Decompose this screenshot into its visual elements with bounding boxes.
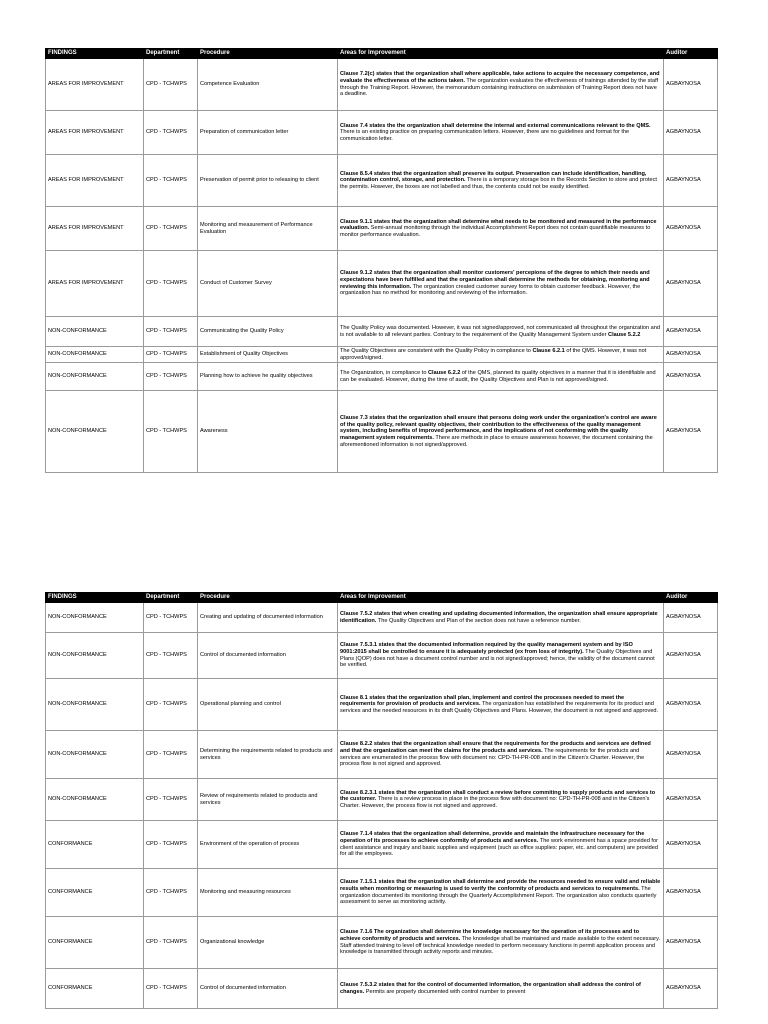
- clause-text: Clause 7.3 states that the organization shall ensure that persons doing work under the organization's control are aware of the quality policy, relevant quality objectives, their contribution to the effectiveness of the quality management system, including benefits of improved performance, and the implications of not conforming with the quality management system requirements.: [340, 415, 657, 441]
- procedure-cell: Operational planning and control: [198, 679, 338, 731]
- department-cell: CPD - TCHWPS: [144, 731, 198, 779]
- finding-text: The Quality Objectives and Plans (QOP) does not have a document control number and is not signed/approved; hence, the validity of the document cannot be verified.: [340, 648, 655, 669]
- area-cell: [338, 869, 664, 917]
- procedure-cell: Monitoring and measuring resources: [198, 869, 338, 917]
- auditor-cell: AGBAYNOSA: [664, 363, 718, 391]
- clause-text: Clause 7.1.4 states that the organization shall determine, provide and maintain the infrastructure necessary for the operation of its processes to achieve conformity of products and services.: [340, 831, 645, 844]
- table-row: [46, 317, 718, 347]
- clause-text: Clause 8.2.3.1 states that the organization shall conduct a review before commiting to supply products and services to the customer.: [340, 789, 656, 803]
- auditor-cell: AGBAYNOSA: [664, 111, 718, 155]
- header-procedure: Procedure: [198, 593, 338, 603]
- finding-cell: NON-CONFORMANCE: [46, 603, 144, 633]
- auditor-cell: AGBAYNOSA: [664, 155, 718, 207]
- procedure-cell: Communicating the Quality Policy: [198, 317, 338, 347]
- auditor-cell: AGBAYNOSA: [664, 633, 718, 679]
- area-cell: [338, 821, 664, 869]
- finding-text: The work environment has a space provided for client assistance and inquiry and basic supplies and equipment (such as office supplies: paper, etc. and computers) are provided for all the employees.: [340, 837, 658, 858]
- table-row: [46, 779, 718, 821]
- finding-cell: CONFORMANCE: [46, 869, 144, 917]
- header-findings: FINDINGS: [46, 49, 144, 59]
- procedure-cell: Preparation of communication letter: [198, 111, 338, 155]
- finding-text: The organization has established the requirements for its product and services and the needed resources in its draft Quality Objectives and Plans. However, the document is not signed and approved.: [340, 701, 659, 714]
- finding-cell: NON-CONFORMANCE: [46, 363, 144, 391]
- area-cell: [338, 731, 664, 779]
- header-areas: Areas for Improvement: [338, 593, 664, 603]
- clause-text: Clause 8.2.2 states that the organization shall ensure that the requirements for the products and services are defined and that the organization can meet the claims for the products and services.: [340, 741, 651, 754]
- clause-text: Clause 7.5.3.2 states that for the control of documented information, the organization shall address the control of changes.: [340, 981, 641, 995]
- procedure-cell: Monitoring and measurement of Performance Evaluation: [198, 207, 338, 251]
- header-department: Department: [144, 49, 198, 59]
- procedure-cell: Planning how to achieve he quality objectives: [198, 363, 338, 391]
- finding-text: The Quality Objectives and Plan of the section does not have a reference number.: [376, 617, 581, 624]
- department-cell: CPD - TCHWPS: [144, 207, 198, 251]
- finding-cell: NON-CONFORMANCE: [46, 347, 144, 363]
- table-row: [46, 347, 718, 363]
- department-cell: CPD - TCHWPS: [144, 59, 198, 111]
- procedure-cell: Control of documented information: [198, 969, 338, 1009]
- table-row: [46, 917, 718, 969]
- area-cell: [338, 59, 664, 111]
- finding-text: of the QMS, planned its quality objectives in a manner that it is identifiable and can be evaluated. However, during the time of audit, the Quality Objectives and Plan is not approved/signed.: [340, 370, 656, 383]
- table-row: [46, 969, 718, 1009]
- procedure-cell: Establishment of Quality Objectives: [198, 347, 338, 363]
- table-row: [46, 821, 718, 869]
- finding-text: Semi-annual monitoring through the individual Accomplishment Report does not contain quantifiable measures to monitor performance evaluation.: [340, 225, 651, 238]
- procedure-cell: Control of documented information: [198, 633, 338, 679]
- table-row: [46, 679, 718, 731]
- clause-text: Clause 7.1.6 The organization shall determine the knowledge necessary for the operation of its processes and to achieve conformity of products and services.: [340, 929, 640, 942]
- clause-text: Clause 6.2.1: [532, 348, 565, 354]
- table-row: [46, 731, 718, 779]
- procedure-cell: Creating and updating of documented information: [198, 603, 338, 633]
- area-cell: [338, 207, 664, 251]
- clause-text: Clause 9.1.1 states that the organization shall determine what needs to be monitored and measured in the performance evaluation.: [340, 218, 657, 232]
- findings-table-2: [45, 592, 718, 1009]
- clause-text: Clause 7.4 states the the organization shall determine the internal and external communications relevant to the QMS.: [340, 122, 651, 129]
- finding-text: Permits are properly documented with control number to prevent: [364, 988, 526, 995]
- finding-cell: CONFORMANCE: [46, 821, 144, 869]
- finding-text: The organization documented its monitoring through the Quarterly Accomplishment Report. The organization also conducts quarterly assessment to serve as monitoring activity.: [340, 885, 657, 906]
- procedure-cell: Determining the requirements related to products and services: [198, 731, 338, 779]
- table-header-row: [46, 593, 718, 603]
- procedure-cell: Conduct of Customer Survey: [198, 251, 338, 317]
- finding-text: There is a temporary storage box in the Records Section to store and protect the permits. However, the boxes are not labelled and thus, the contents could not be easily identified.: [340, 177, 657, 190]
- finding-text: The requirements for the products and services are enumerated in the process flow with document no: CPD-TH-PR-008 and in the Citizen's Charter. However, the process flow is not signed and approved.: [340, 747, 645, 768]
- finding-cell: AREAS FOR IMPROVEMENT: [46, 207, 144, 251]
- clause-text: Clause 7.2(c) states that the organization shall where applicable, take actions to acquire the necessary competence, and evaluate the effectiveness of the actions taken.: [340, 71, 660, 84]
- department-cell: CPD - TCHWPS: [144, 779, 198, 821]
- finding-cell: NON-CONFORMANCE: [46, 317, 144, 347]
- procedure-cell: Environment of the operation of process: [198, 821, 338, 869]
- procedure-cell: Awareness: [198, 391, 338, 473]
- auditor-cell: AGBAYNOSA: [664, 391, 718, 473]
- area-cell: [338, 633, 664, 679]
- findings-table-1: [45, 48, 718, 473]
- clause-text: Clause 7.1.5.1 states that the organization shall determine and provide the resources needed to ensure valid and reliable results when monitoring or measuring is used to verify the conformity of products and services to requirements.: [340, 879, 661, 892]
- auditor-cell: AGBAYNOSA: [664, 207, 718, 251]
- auditor-cell: AGBAYNOSA: [664, 869, 718, 917]
- header-procedure: Procedure: [198, 49, 338, 59]
- auditor-cell: AGBAYNOSA: [664, 731, 718, 779]
- department-cell: CPD - TCHWPS: [144, 679, 198, 731]
- area-cell: [338, 679, 664, 731]
- header-auditor: Auditor: [664, 49, 718, 59]
- department-cell: CPD - TCHWPS: [144, 917, 198, 969]
- auditor-cell: AGBAYNOSA: [664, 347, 718, 363]
- department-cell: CPD - TCHWPS: [144, 633, 198, 679]
- procedure-cell: Review of requirements related to products and services: [198, 779, 338, 821]
- finding-cell: AREAS FOR IMPROVEMENT: [46, 251, 144, 317]
- header-department: Department: [144, 593, 198, 603]
- auditor-cell: AGBAYNOSA: [664, 779, 718, 821]
- department-cell: CPD - TCHWPS: [144, 317, 198, 347]
- table-row: [46, 251, 718, 317]
- finding-cell: NON-CONFORMANCE: [46, 391, 144, 473]
- area-cell: [338, 969, 664, 1009]
- finding-text: There is a review process in place in the process flow with document no: CPD-TH-PR-008 and in the Citizen's Charter. However, the process flow is not signed and approved.: [340, 796, 650, 809]
- finding-text: The organization evaluates the effectiveness of trainings attended by the staff through the Training Report. However, the memorandum containing instructions on submission of Training Report does not have a deadline.: [340, 77, 659, 98]
- area-cell: [338, 603, 664, 633]
- auditor-cell: AGBAYNOSA: [664, 603, 718, 633]
- finding-text: The Quality Objectives are consistent with the Quality Policy in compliance to: [340, 348, 533, 354]
- auditor-cell: AGBAYNOSA: [664, 917, 718, 969]
- department-cell: CPD - TCHWPS: [144, 391, 198, 473]
- table-row: [46, 869, 718, 917]
- department-cell: CPD - TCHWPS: [144, 821, 198, 869]
- table-row: [46, 59, 718, 111]
- clause-text: Clause 8.5.4 states that the organization shall preserve its output. Preservation can include identification, handling, contamination control, storage, and protection.: [340, 170, 647, 184]
- clause-text: Clause 9.1.2 states that the organization shall monitor customers' percepions of the degree to which their needs and expectations have been fulfilled and that the organization shall determine the methods for obtaining, monitoring and reviewing this information.: [340, 270, 650, 290]
- table-row: [46, 111, 718, 155]
- department-cell: CPD - TCHWPS: [144, 155, 198, 207]
- area-cell: [338, 347, 664, 363]
- clause-text: Clause 7.5.2 states that when creating and updating documented information, the organization shall ensure appropriate identification.: [340, 610, 658, 624]
- finding-text: The Organization, in compliance to: [340, 370, 428, 377]
- area-cell: [338, 917, 664, 969]
- finding-text: The organization created customer survey forms to obtain customer feedback. However, the organization has no method for monitoring and reviewing of the information.: [340, 283, 641, 297]
- clause-text: Clause 5.2.2: [608, 331, 641, 338]
- finding-text: of the QMS. However, it was not approved/signed.: [340, 348, 647, 361]
- clause-text: Clause 8.1 states that the organization shall plan, implement and control the processes needed to meet the requirements for provision of products and services.: [340, 694, 625, 708]
- table-row: [46, 155, 718, 207]
- clause-text: Clause 6.2.2: [428, 370, 461, 377]
- department-cell: CPD - TCHWPS: [144, 363, 198, 391]
- header-auditor: Auditor: [664, 593, 718, 603]
- finding-cell: NON-CONFORMANCE: [46, 633, 144, 679]
- finding-cell: CONFORMANCE: [46, 917, 144, 969]
- clause-text: Clause 7.5.3.1 states that the documented information required by the quality management system and by ISO 9001:2015 shall be controlled to ensure it is adequately protected (ex from loss of integrity).: [340, 642, 633, 655]
- table-row: [46, 363, 718, 391]
- area-cell: [338, 251, 664, 317]
- procedure-cell: Preservation of permit prior to releasing to client: [198, 155, 338, 207]
- area-cell: [338, 779, 664, 821]
- table-row: [46, 603, 718, 633]
- auditor-cell: AGBAYNOSA: [664, 969, 718, 1009]
- finding-text: There is an existing practice on preparing communication letters. However, there are no guidelines and format for the communication letter.: [340, 129, 630, 142]
- department-cell: CPD - TCHWPS: [144, 251, 198, 317]
- finding-cell: AREAS FOR IMPROVEMENT: [46, 155, 144, 207]
- department-cell: CPD - TCHWPS: [144, 603, 198, 633]
- header-findings: FINDINGS: [46, 593, 144, 603]
- table-row: [46, 207, 718, 251]
- auditor-cell: AGBAYNOSA: [664, 821, 718, 869]
- auditor-cell: AGBAYNOSA: [664, 679, 718, 731]
- finding-text: The Quality Policy was documented. However, it was not signed/approved, not communicated all throughout the organization and is not available to all relevant parties. Contrary to the requirement of the Quality Management System under: [340, 324, 660, 338]
- department-cell: CPD - TCHWPS: [144, 111, 198, 155]
- finding-text: There are methods in place to ensure awareness however, the document containing the aforementioned information is not signed/approved.: [340, 434, 653, 448]
- finding-cell: AREAS FOR IMPROVEMENT: [46, 59, 144, 111]
- area-cell: [338, 155, 664, 207]
- header-areas: Areas for Improvement: [338, 49, 664, 59]
- finding-cell: AREAS FOR IMPROVEMENT: [46, 111, 144, 155]
- finding-cell: NON-CONFORMANCE: [46, 779, 144, 821]
- table-row: [46, 391, 718, 473]
- department-cell: CPD - TCHWPS: [144, 869, 198, 917]
- department-cell: CPD - TCHWPS: [144, 347, 198, 363]
- table-header-row: [46, 49, 718, 59]
- procedure-cell: Organizational knowledge: [198, 917, 338, 969]
- area-cell: [338, 363, 664, 391]
- area-cell: [338, 111, 664, 155]
- table-row: [46, 633, 718, 679]
- finding-cell: NON-CONFORMANCE: [46, 731, 144, 779]
- auditor-cell: AGBAYNOSA: [664, 59, 718, 111]
- auditor-cell: AGBAYNOSA: [664, 317, 718, 347]
- procedure-cell: Competence Evaluation: [198, 59, 338, 111]
- finding-text: The knowledge shall be maintained and made available to the extent necessary. Staff attended training to level off technical knowledge needed to perform necessary functions in permit application process and knowledge is transmitted through activity reports and minutes.: [340, 935, 661, 956]
- area-cell: [338, 391, 664, 473]
- finding-cell: CONFORMANCE: [46, 969, 144, 1009]
- finding-cell: NON-CONFORMANCE: [46, 679, 144, 731]
- area-cell: [338, 317, 664, 347]
- auditor-cell: AGBAYNOSA: [664, 251, 718, 317]
- department-cell: CPD - TCHWPS: [144, 969, 198, 1009]
